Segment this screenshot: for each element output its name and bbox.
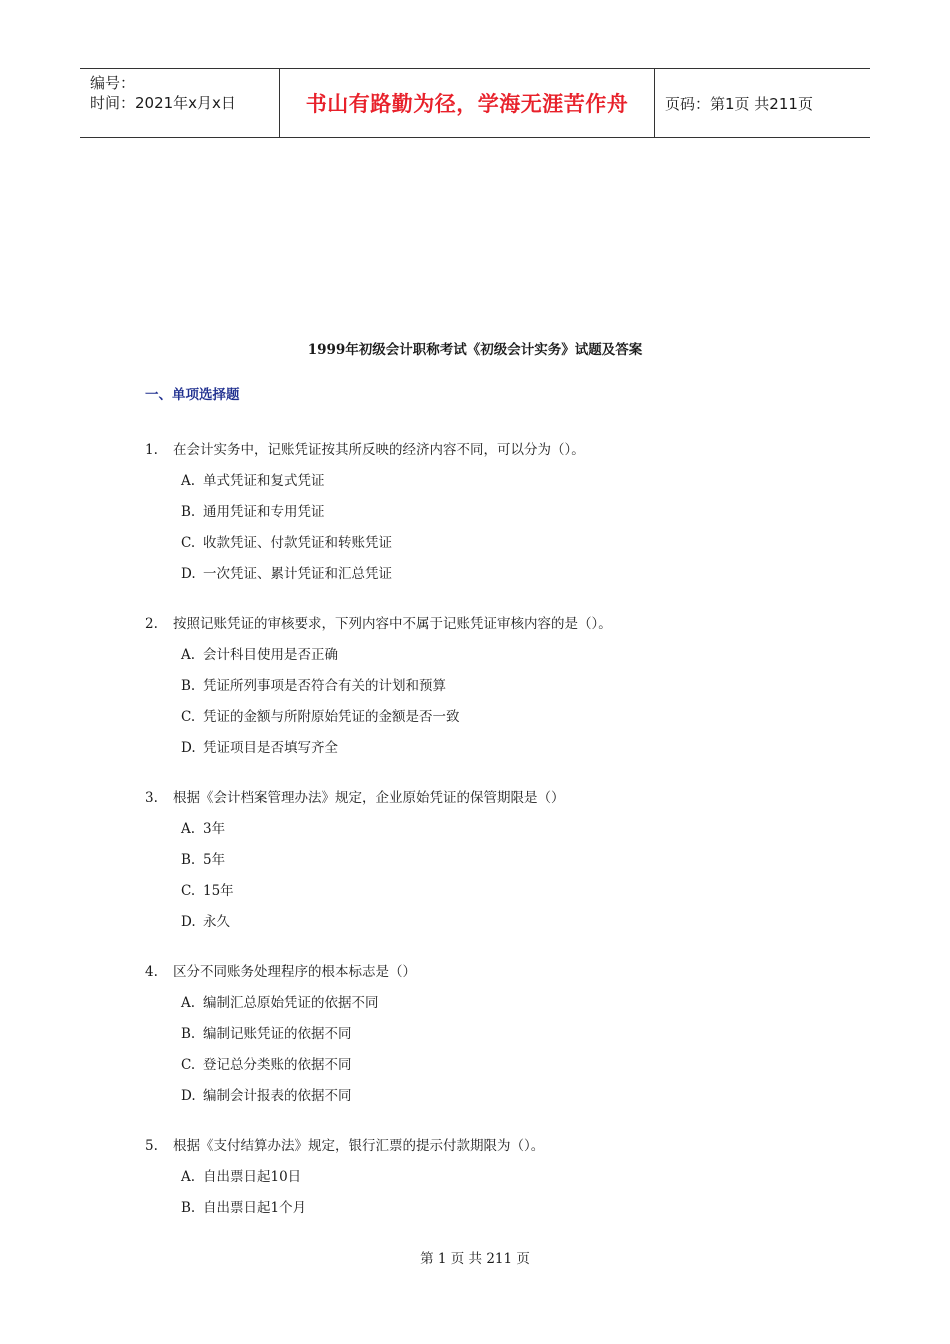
- header-page-info: 页码：第1页 共211页: [665, 94, 813, 113]
- page-footer: 第 1 页 共 211 页: [420, 1251, 530, 1267]
- answer-option: [145, 736, 845, 767]
- question-item: [145, 786, 845, 941]
- time-label: 时间：2021年x月x日: [90, 94, 236, 112]
- option-letter: B.: [181, 678, 196, 694]
- option-letter: B.: [181, 1200, 196, 1216]
- answer-option: [145, 817, 845, 848]
- number-label: 编号：: [90, 74, 136, 92]
- question-text: 在会计实务中，记账凭证按其所反映的经济内容不同，可以分为（）。: [173, 442, 585, 458]
- option-text: 自出票日起10日: [203, 1169, 302, 1185]
- question-list: [145, 438, 845, 1246]
- option-text: 编制记账凭证的依据不同: [203, 1026, 352, 1042]
- option-text: 单式凭证和复式凭证: [203, 473, 325, 489]
- option-text: 3年: [203, 821, 226, 837]
- answer-option: [145, 1022, 845, 1053]
- answer-option: [145, 643, 845, 674]
- header-motto: 书山有路勤为径，学海无涯苦作舟: [280, 69, 655, 137]
- option-text: 编制汇总原始凭证的依据不同: [203, 995, 379, 1011]
- page-header: [80, 68, 870, 138]
- section-heading: 一、单项选择题: [145, 387, 240, 403]
- option-text: 5年: [203, 852, 226, 868]
- option-letter: D.: [181, 566, 196, 582]
- option-letter: C.: [181, 1057, 196, 1073]
- option-letter: A.: [181, 473, 196, 489]
- option-text: 一次凭证、累计凭证和汇总凭证: [203, 566, 392, 582]
- option-letter: A.: [181, 1169, 196, 1185]
- question-number: 1.: [145, 442, 158, 458]
- question-stem: [145, 438, 845, 469]
- question-stem: [145, 786, 845, 817]
- option-letter: A.: [181, 647, 196, 663]
- answer-option: [145, 674, 845, 705]
- question-number: 5.: [145, 1138, 158, 1154]
- question-item: [145, 612, 845, 767]
- answer-option: [145, 1053, 845, 1084]
- question-text: 根据《支付结算办法》规定，银行汇票的提示付款期限为（）。: [173, 1138, 545, 1154]
- option-letter: B.: [181, 852, 196, 868]
- question-item: [145, 960, 845, 1115]
- question-stem: [145, 1134, 845, 1165]
- question-item: [145, 1134, 845, 1227]
- answer-option: [145, 1084, 845, 1115]
- option-text: 凭证的金额与所附原始凭证的金额是否一致: [203, 709, 460, 725]
- answer-option: [145, 500, 845, 531]
- question-number: 3.: [145, 790, 158, 806]
- answer-option: [145, 1165, 845, 1196]
- option-letter: B.: [181, 504, 196, 520]
- answer-option: [145, 469, 845, 500]
- answer-option: [145, 991, 845, 1022]
- answer-option: [145, 562, 845, 593]
- question-text: 按照记账凭证的审核要求，下列内容中不属于记账凭证审核内容的是（）。: [173, 616, 612, 632]
- question-text: 根据《会计档案管理办法》规定，企业原始凭证的保管期限是（）: [173, 790, 565, 806]
- option-text: 凭证所列事项是否符合有关的计划和预算: [203, 678, 446, 694]
- option-letter: C.: [181, 535, 196, 551]
- question-number: 2.: [145, 616, 158, 632]
- option-text: 登记总分类账的依据不同: [203, 1057, 352, 1073]
- question-item: [145, 438, 845, 593]
- answer-option: [145, 879, 845, 910]
- option-letter: C.: [181, 709, 196, 725]
- question-stem: [145, 612, 845, 643]
- answer-option: [145, 1196, 845, 1227]
- header-meta: [80, 69, 280, 137]
- option-text: 会计科目使用是否正确: [203, 647, 338, 663]
- document-title: 1999年初级会计职称考试《初级会计实务》试题及答案: [307, 342, 643, 358]
- option-text: 凭证项目是否填写齐全: [203, 740, 338, 756]
- option-text: 收款凭证、付款凭证和转账凭证: [203, 535, 392, 551]
- option-letter: D.: [181, 914, 196, 930]
- option-letter: D.: [181, 740, 196, 756]
- answer-option: [145, 705, 845, 736]
- option-text: 编制会计报表的依据不同: [203, 1088, 352, 1104]
- answer-option: [145, 910, 845, 941]
- question-number: 4.: [145, 964, 158, 980]
- answer-option: [145, 531, 845, 562]
- option-letter: B.: [181, 1026, 196, 1042]
- option-letter: A.: [181, 821, 196, 837]
- option-letter: C.: [181, 883, 196, 899]
- option-text: 通用凭证和专用凭证: [203, 504, 325, 520]
- answer-option: [145, 848, 845, 879]
- option-letter: A.: [181, 995, 196, 1011]
- option-text: 永久: [203, 914, 230, 930]
- option-text: 15年: [203, 883, 234, 899]
- question-stem: [145, 960, 845, 991]
- question-text: 区分不同账务处理程序的根本标志是（）: [173, 964, 416, 980]
- option-text: 自出票日起1个月: [203, 1200, 307, 1216]
- option-letter: D.: [181, 1088, 196, 1104]
